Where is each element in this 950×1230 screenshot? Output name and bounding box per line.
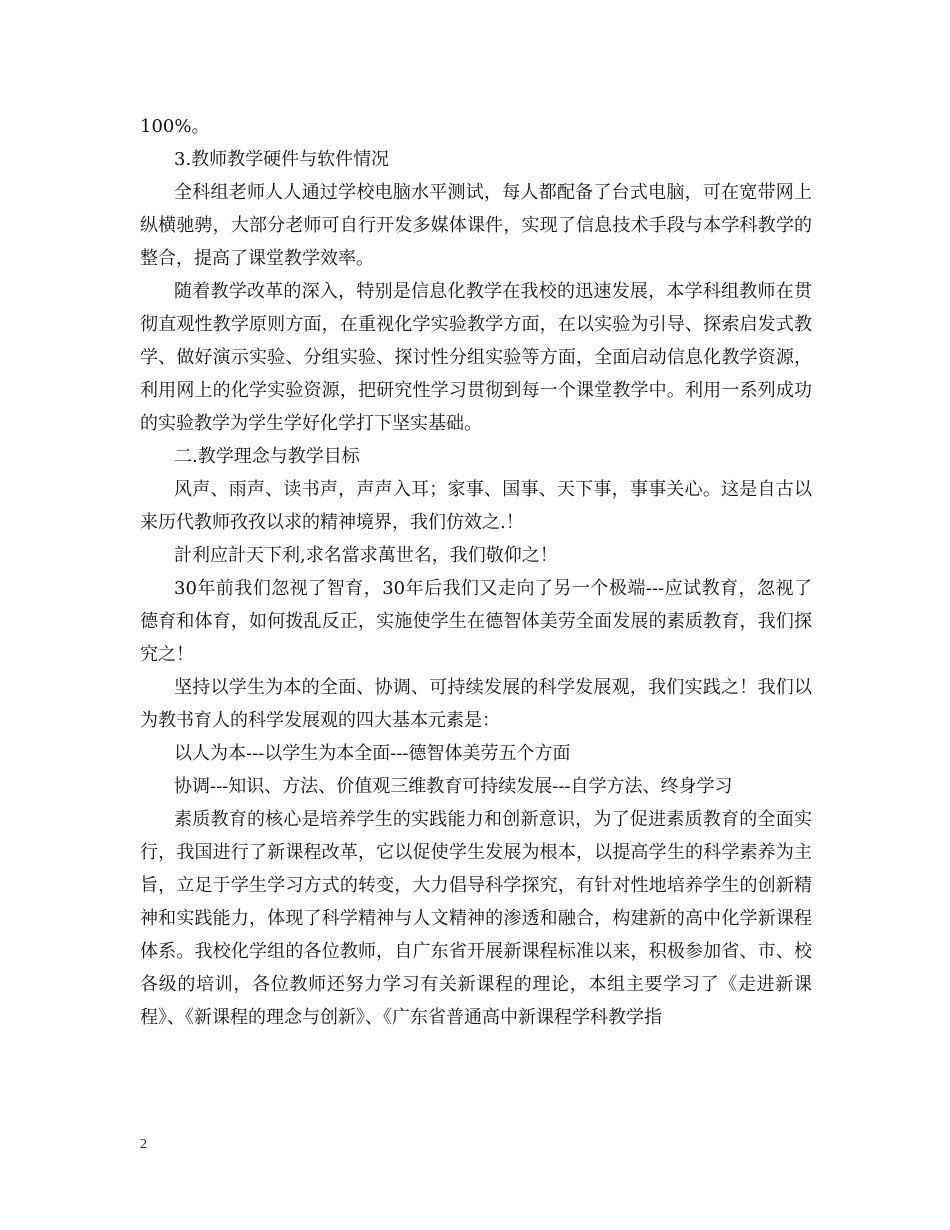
- paragraph-exam-education: 30年前我们忽视了智育，30年后我们又走向了另一个极端---应试教育，忽视了德育和体育，如何拨乱反正，实施使学生在德智体美劳全面发展的素质教育，我们探究之！: [140, 578, 812, 665]
- paragraph-couplet: 計利应計天下利,求名當求萬世名，我们敬仰之！: [174, 545, 558, 566]
- paragraph-motto: 风声、雨声、读书声，声声入耳；家事、国事、天下事，事事关心。这是自古以来历代教师孜孜以求的精神境界，我们仿效之.！: [140, 479, 812, 533]
- paragraph-development-view: 坚持以学生为本的全面、协调、可持续发展的科学发展观，我们实践之！我们以为教书育人的科学发展观的四大基本元素是：: [140, 677, 812, 731]
- document-body: [140, 110, 812, 1034]
- section-heading-teaching-hardware: 3.教师教学硬件与软件情况: [174, 149, 390, 170]
- paragraph-computer-skills: 全科组老师人人通过学校电脑水平测试，每人都配备了台式电脑，可在宽带网上纵横驰骋，大部分老师可自行开发多媒体课件，实现了信息技术手段与本学科教学的整合，提高了课堂教学效率。: [140, 182, 812, 269]
- paragraph-teaching-reform: 随着教学改革的深入，特别是信息化教学在我校的迅速发展，本学科组教师在贯彻直观性教学原则方面，在重视化学实验教学方面，在以实验为引导、探索启发式教学、做好演示实验、分组实验、探讨性分组实验等方面，全面启动信息化教学资源，利用网上的化学实验资源，把研究性学习贯彻到每一个课堂教学中。利用一系列成功的实验教学为学生学好化学打下坚实基础。: [140, 281, 812, 434]
- paragraph-quality-education: 素质教育的核心是培养学生的实践能力和创新意识，为了促进素质教育的全面实行，我国进行了新课程改革，它以促使学生发展为根本，以提高学生的科学素养为主旨，立足于学生学习方式的转变，大力倡导科学探究，有针对性地培养学生的创新精神和实践能力，体现了科学精神与人文精神的渗透和融合，构建新的高中化学新课程体系。我校化学组的各位教师，自广东省开展新课程标准以来，积极参加省、市、校各级的培训，各位教师还努力学习有关新课程的理论，本组主要学习了《走进新课程》、《新课程的理念与创新》、《广东省普通高中新课程学科教学指: [140, 809, 812, 1028]
- paragraph-element-coordination: 协调---知识、方法、价值观三维教育可持续发展---自学方法、终身学习: [174, 776, 733, 797]
- page-number: 2: [140, 1137, 147, 1152]
- paragraph-element-people-oriented: 以人为本---以学生为本全面---德智体美劳五个方面: [174, 743, 571, 764]
- paragraph-continuation: 100%。: [140, 116, 210, 137]
- section-heading-teaching-philosophy: 二.教学理念与教学目标: [174, 446, 360, 467]
